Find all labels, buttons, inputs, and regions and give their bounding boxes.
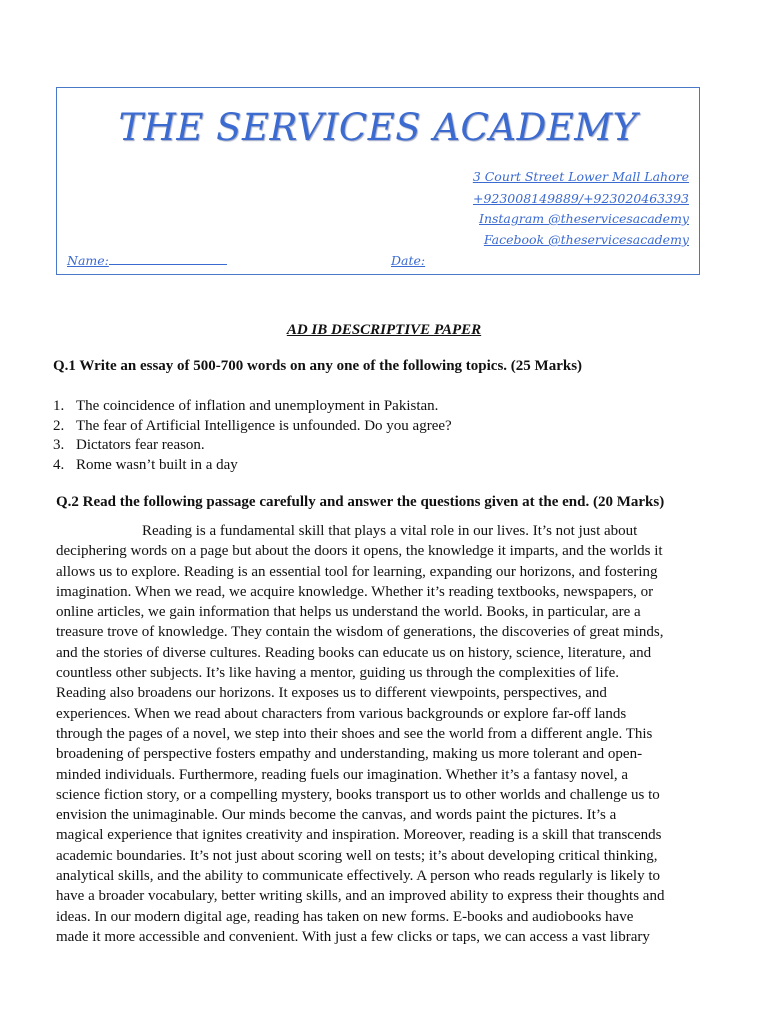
list-item <box>53 417 452 437</box>
passage-line: Reading is a fundamental skill that plays a vital role in our lives. It’s not just about <box>142 523 638 539</box>
passage-line: science fiction story, or a compelling mystery, books transport us to other worlds and challenge us to <box>56 786 660 803</box>
topic-number: 1. <box>53 398 65 414</box>
passage-line: envision the unimaginable. Our minds become the canvas, and words paint the pictures. It’s a <box>56 807 617 824</box>
academy-header-box <box>56 87 700 275</box>
passage-line: imagination. When we read, we acquire knowledge. Whether it’s reading textbooks, newspapers, or <box>56 583 654 600</box>
date-label: Date: <box>391 253 426 268</box>
passage-line: treasure trove of knowledge. They contain the wisdom of generations, the discoveries of great minds, <box>56 624 664 641</box>
passage-line: and the stories of diverse cultures. Reading books can educate us on history, science, literature, and <box>56 644 652 661</box>
academy-phone: +923008149889/+923020463393 <box>472 191 689 206</box>
topic-number: 3. <box>53 437 65 453</box>
passage-line: Reading also broadens our horizons. It exposes us to different viewpoints, perspectives, and <box>56 685 607 702</box>
passage-line: online articles, we gain information that helps us understand the world. Books, in particular, are a <box>56 604 641 621</box>
question-2: Q.2 Read the following passage carefully and answer the questions given at the end. (20 Marks) <box>56 494 665 510</box>
passage-line: broadening of perspective fosters empathy and understanding, making us more tolerant and open- <box>56 746 643 763</box>
passage-line: through the pages of a novel, we step into their shoes and see the world from a different angle. This <box>56 725 653 742</box>
name-blank-line <box>109 254 227 265</box>
list-item <box>53 436 452 456</box>
list-item <box>53 397 452 417</box>
list-item <box>53 456 452 476</box>
topic-text: Rome wasn’t built in a day <box>76 456 238 473</box>
date-field <box>391 253 425 268</box>
passage-line: allows us to explore. Reading is an essential tool for learning, expanding our horizons, and fostering <box>56 563 658 580</box>
passage-line: deciphering words on a page but about the doors it opens, the knowledge it imparts, and the worlds it <box>56 543 663 560</box>
passage-line: have a broader vocabulary, better writing skills, and an improved ability to express their thoughts and <box>56 888 665 905</box>
academy-instagram: Instagram @theservicesacademy <box>479 211 689 226</box>
academy-title: THE SERVICES ACADEMY <box>118 106 638 149</box>
name-field <box>67 253 227 268</box>
academy-facebook: Facebook @theservicesacademy <box>483 232 689 247</box>
passage-line: magical experience that ignites creativity and inspiration. Moreover, reading is a skill that transcends <box>56 827 662 844</box>
topic-number: 2. <box>53 417 65 434</box>
essay-topic-list <box>53 397 452 475</box>
passage-line: academic boundaries. It’s not just about scoring well on tests; it’s about developing critical thinking, <box>56 847 658 864</box>
academy-address: 3 Court Street Lower Mall Lahore <box>472 169 689 184</box>
paper-title: AD IB DESCRIPTIVE PAPER <box>286 322 482 338</box>
question-1: Q.1 Write an essay of 500-700 words on any one of the following topics. (25 Marks) <box>53 358 583 374</box>
topic-text: Dictators fear reason. <box>76 437 205 453</box>
passage-line: countless other subjects. It’s like having a mentor, guiding us through the complexities of life. <box>56 665 620 682</box>
topic-text: The coincidence of inflation and unemployment in Pakistan. <box>76 398 439 414</box>
passage-line: made it more accessible and convenient. With just a few clicks or taps, we can access a vast library <box>56 928 650 945</box>
passage-line: minded individuals. Furthermore, reading fuels our imagination. Whether it’s a fantasy novel, a <box>56 766 629 783</box>
passage-line: experiences. When we read about characters from various backgrounds or explore far-off lands <box>56 705 627 722</box>
reading-passage <box>56 521 696 947</box>
passage-line: analytical skills, and the ability to communicate effectively. A person who reads regularly is likely to <box>56 868 661 885</box>
topic-number: 4. <box>53 456 65 473</box>
name-label: Name: <box>67 253 109 268</box>
topic-text: The fear of Artificial Intelligence is unfounded. Do you agree? <box>76 417 452 434</box>
passage-line: ideas. In our modern digital age, reading has taken on new forms. E-books and audiobooks have <box>56 908 634 925</box>
